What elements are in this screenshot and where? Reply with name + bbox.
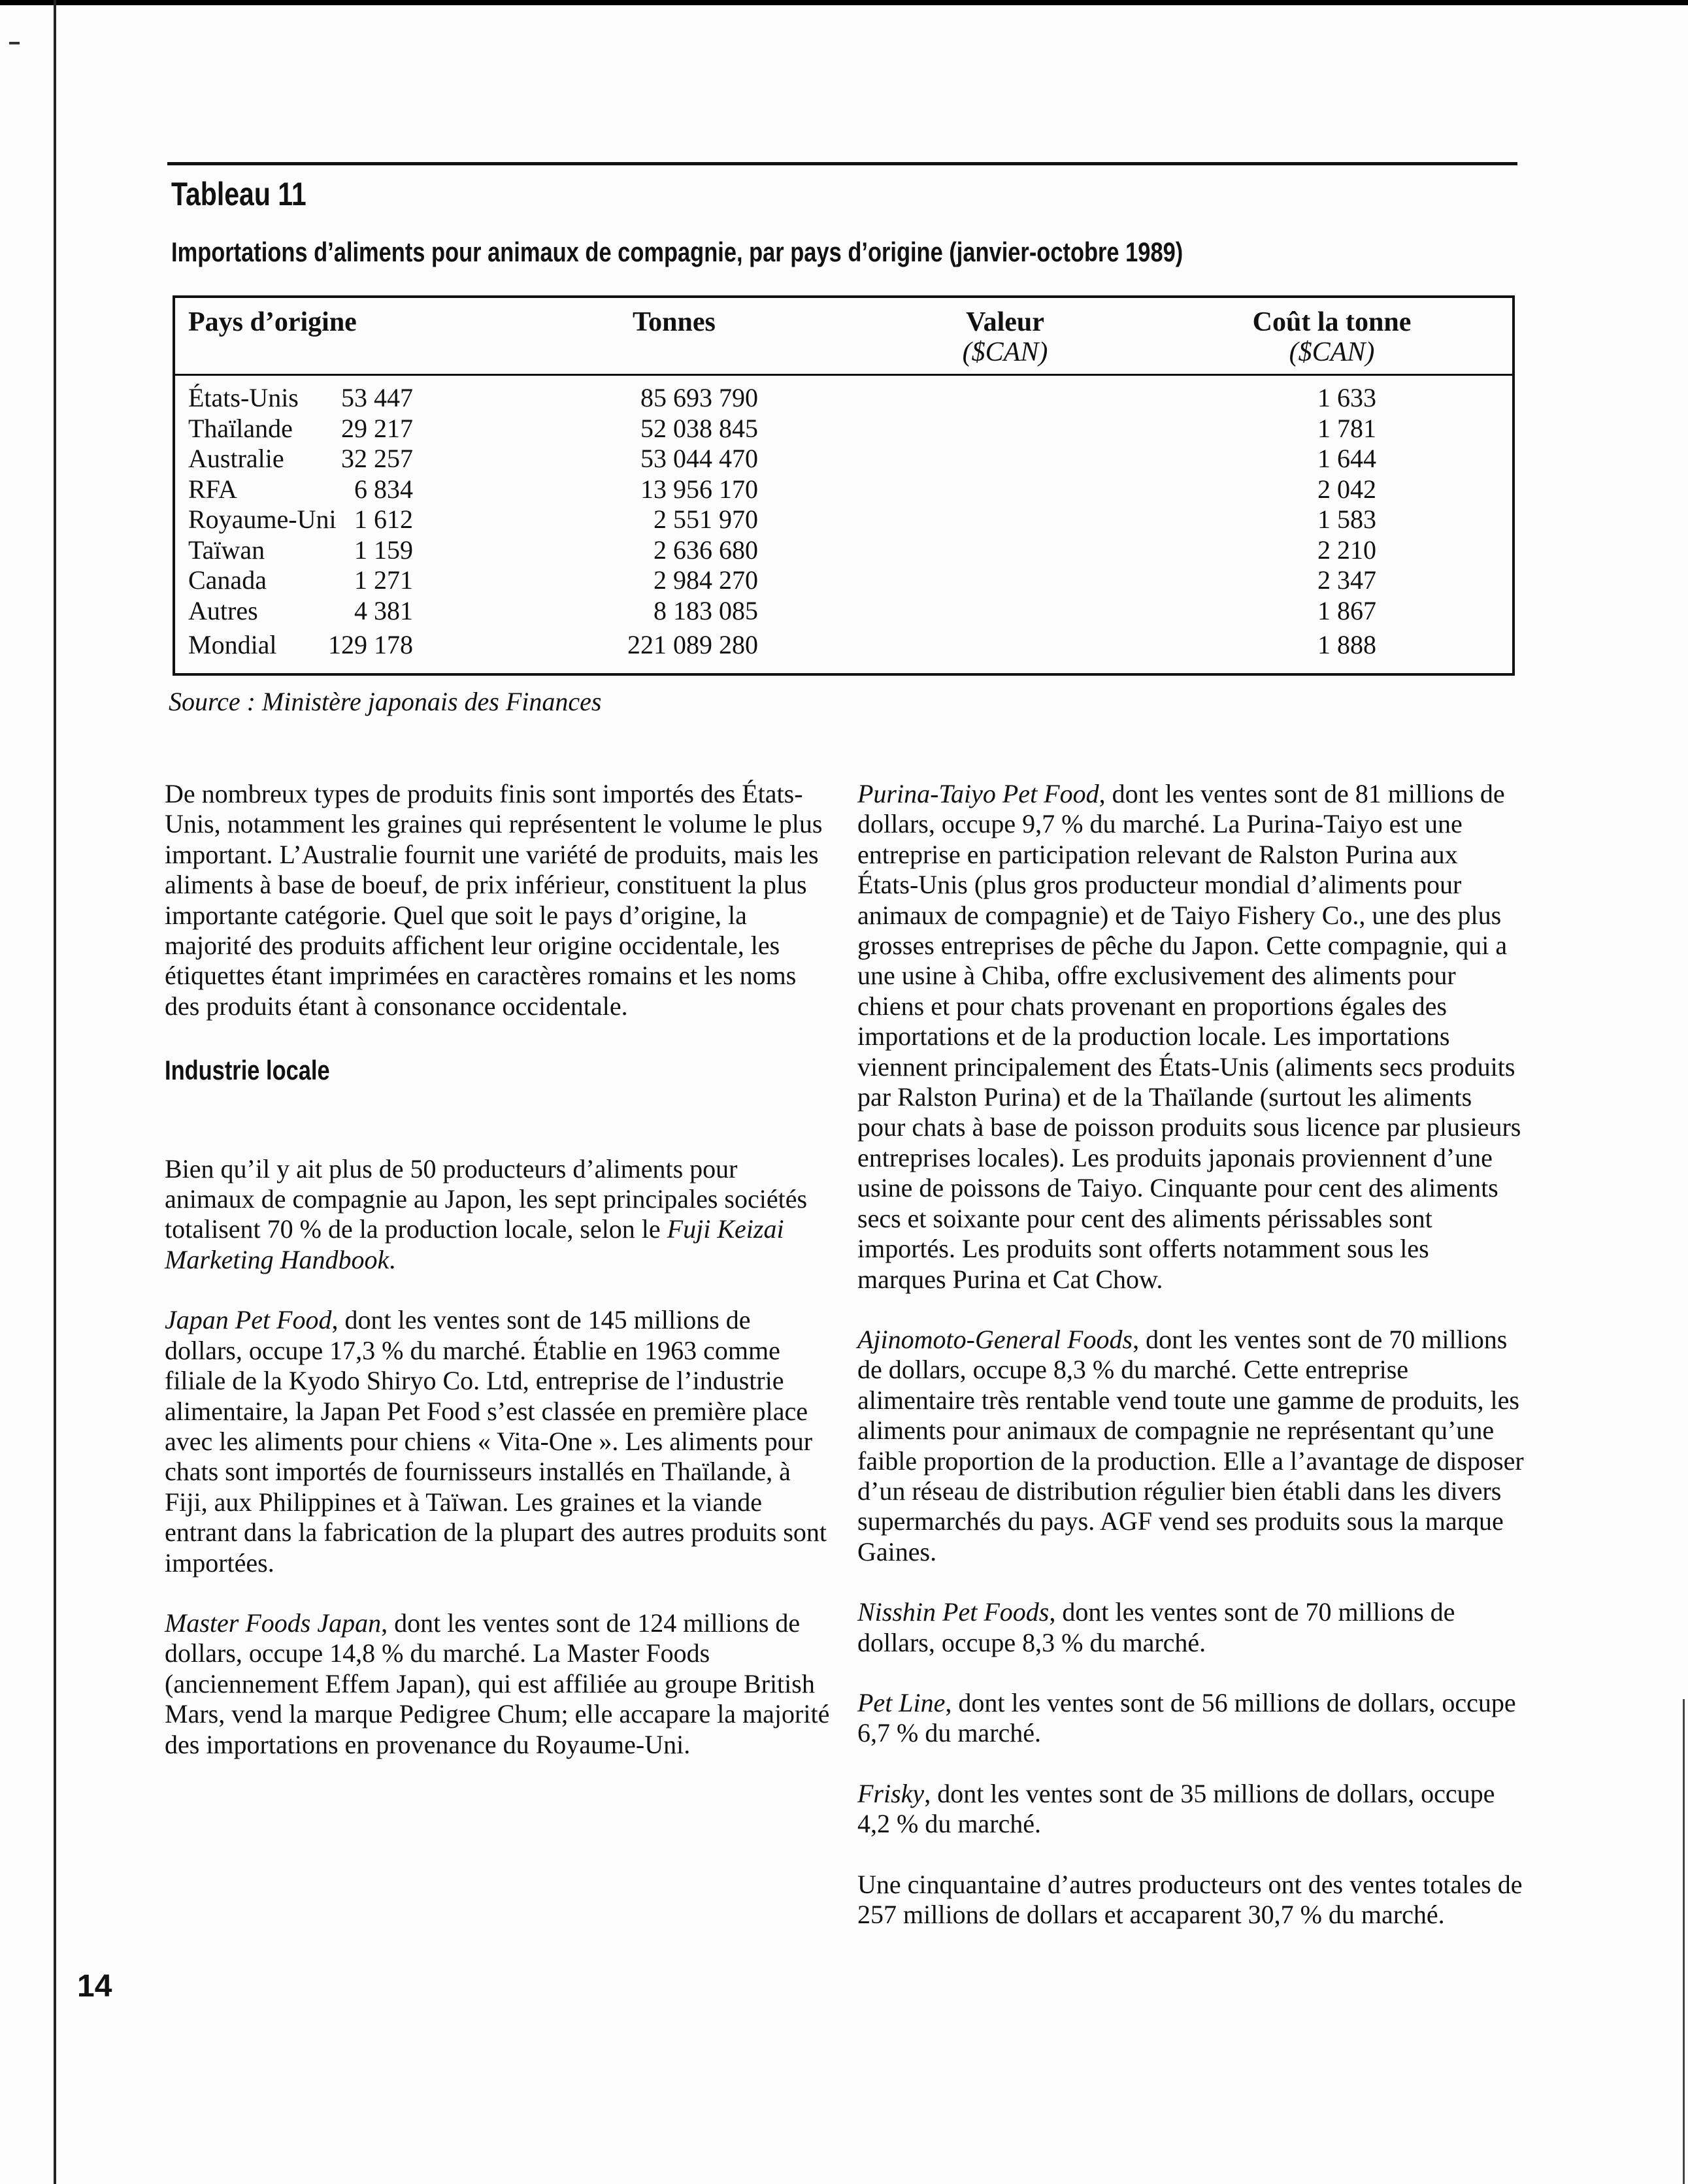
cell-tonnes: 53 447 [341, 383, 413, 412]
cell-tonnes: 4 381 [354, 595, 413, 625]
company-name: Nisshin Pet Foods [857, 1597, 1050, 1627]
paragraph-text: , dont les ventes sont de 70 millions de dollars, occupe 8,3 % du marché. [857, 1597, 1455, 1657]
cell-tonnes: 1 159 [354, 535, 413, 565]
paragraph-local-industry [165, 1154, 831, 1276]
page-number: 14 [77, 1969, 112, 2004]
cell-country: Royaume-Uni [188, 505, 337, 534]
cell-cout: 2 347 [1317, 565, 1376, 595]
table-title: Tableau 11 [171, 176, 306, 212]
header-divider [175, 374, 1512, 376]
cell-valeur: 2 984 270 [654, 565, 758, 595]
cell-cout: 1 644 [1317, 444, 1376, 473]
cell-country: Australie [188, 444, 284, 473]
paragraph-text: , dont les ventes sont de 145 millions de dollars, occupe 17,3 % du marché. Établie en 1963 comme filiale de la Kyodo Shiryo Co. Ltd, entreprise de l’industrie alimentaire, la Japan Pet Food s’est classée en première place avec les aliments pour chiens « Vita-One ». Les aliments pour chats sont importés de fournisseurs installés en Thaïlande, à Fiji, aux Philippines et à Taïwan. Les graines et la viande entrant dans la fabrication de la plupart des autres produits sont importées. [165, 1305, 827, 1578]
paragraph-others: Une cinquantaine d’autres producteurs ont des ventes totales de 257 millions de dollars et accaparent 30,7 % du marché. [857, 1869, 1523, 1929]
cell-valeur: 13 956 170 [640, 474, 758, 504]
cell-cout: 1 583 [1317, 505, 1376, 534]
cell-country: Canada [188, 565, 267, 595]
header-cout-label: Coût la tonne [1252, 307, 1412, 337]
paragraph-end: . [389, 1244, 396, 1274]
cell-country: Taïwan [188, 535, 265, 565]
cell-cout: 1 867 [1317, 595, 1376, 625]
paragraph-text: , dont les ventes sont de 70 millions de dollars, occupe 8,3 % du marché. Cette entreprise alimentaire très rentable vend toute une gamme de produits, les aliments pour animaux de compagnie ne représentant qu’une faible proportion de la production. Elle a l’avantage de disposer d’un réseau de distribution régulier bien établi dans les divers supermarchés du pays. AGF vend ses produits sous la marque Gaines. [857, 1324, 1524, 1566]
company-name: Purina-Taiyo Pet Food [857, 779, 1099, 808]
scan-edge-right [1683, 1699, 1685, 2184]
cell-valeur: 2 636 680 [654, 535, 758, 565]
paragraph-text: , dont les ventes sont de 35 millions de dollars, occupe 4,2 % du marché. [857, 1778, 1495, 1839]
cell-tonnes: 32 257 [341, 444, 413, 473]
cell-valeur: 85 693 790 [640, 383, 758, 412]
handbook-title: Fuji Keizai Marketing Handbook [165, 1214, 784, 1274]
paragraph-text: , dont les ventes sont de 124 millions de dollars, occupe 14,8 % du marché. La Master Foods (anciennement Effem Japan), qui est affiliée au groupe British Mars, vend la marque Pedigree Chum; elle accapare la majorité des importations en provenance du Royaume-Uni. [165, 1608, 830, 1759]
cell-country: Thaïlande [188, 413, 293, 443]
total-cell-country: Mondial [188, 630, 277, 659]
cell-cout: 1 781 [1317, 413, 1376, 443]
cell-valeur: 8 183 085 [654, 595, 758, 625]
header-cout-unit: ($CAN) [1289, 337, 1375, 367]
table-subtitle: Importations d’aliments pour animaux de compagnie, par pays d’origine (janvier-octobre 1989) [171, 237, 1183, 267]
table-source: Source : Ministère japonais des Finances [169, 687, 602, 716]
company-name: Japan Pet Food [165, 1305, 332, 1335]
cell-cout: 2 210 [1317, 535, 1376, 565]
paragraph-master-foods [165, 1608, 831, 1760]
section-heading: Industrie locale [165, 1055, 330, 1086]
header-country: Pays d’origine [188, 307, 357, 337]
cell-cout: 1 633 [1317, 383, 1376, 412]
paragraph-purina-taiyo [857, 779, 1524, 1295]
right-column [857, 779, 1524, 1960]
cell-tonnes: 1 612 [354, 505, 413, 534]
total-cell-tonnes: 129 178 [328, 630, 413, 659]
total-cell-valeur: 221 089 280 [627, 630, 758, 659]
cell-cout: 2 042 [1317, 474, 1376, 504]
scan-mark [9, 42, 20, 44]
header-cout [1221, 307, 1443, 367]
header-valeur-label: Valeur [966, 307, 1044, 337]
cell-valeur: 53 044 470 [640, 444, 758, 473]
imports-table [173, 295, 1515, 676]
top-rule [167, 162, 1517, 165]
paragraph-frisky [857, 1779, 1524, 1840]
cell-tonnes: 1 271 [354, 565, 413, 595]
header-valeur [940, 307, 1070, 367]
company-name: Frisky [857, 1778, 925, 1808]
paragraph-text: Bien qu’il y ait plus de 50 producteurs d’aliments pour animaux de compagnie au Japon, les sept principales sociétés totalisent 70 % de la production locale, selon le [165, 1153, 808, 1244]
cell-country: États-Unis [188, 383, 299, 412]
paragraph-ajinomoto [857, 1325, 1524, 1567]
total-cell-cout: 1 888 [1317, 630, 1376, 659]
company-name: Ajinomoto-General Foods [857, 1324, 1133, 1354]
paragraph-pet-line [857, 1688, 1524, 1749]
company-name: Pet Line [857, 1687, 946, 1717]
paragraph-imports: De nombreux types de produits finis sont importés des États-Unis, notamment les graines qui représentent le volume le plus important. L’Australie fournit une variété de produits, mais les aliments à base de boeuf, de prix inférieur, constituent la plus importante catégorie. Quel que soit le pays d’origine, la majorité des produits affichent leur origine occidentale, les étiquettes étant imprimées en caractères romains et les noms des produits étant à consonance occidentale. [165, 779, 823, 1021]
paragraph-text: , dont les ventes sont de 56 millions de dollars, occupe 6,7 % du marché. [857, 1687, 1516, 1748]
cell-country: RFA [188, 474, 237, 504]
cell-tonnes: 29 217 [341, 413, 413, 443]
paragraph-text: , dont les ventes sont de 81 millions de dollars, occupe 9,7 % du marché. La Purina-Taiyo est une entreprise en participation relevant de Ralston Purina aux États-Unis (plus gros producteur mondial d’aliments pour animaux de compagnie) et de Taiyo Fishery Co., une des plus grosses entreprises de pêche du Japon. Cette compagnie, qui a une usine à Chiba, offre exclusivement des aliments pour chiens et pour chats provenant en proportions égales des importations et de la production locale. Les importations viennent principalement des États-Unis (aliments secs produits par Ralston Purina) et de la Thaïlande (surtout les aliments pour chats à base de poisson produits sous licence par plusieurs entreprises locales). Les produits japonais proviennent d’une usine de poissons de Taiyo. Cinquante pour cent des aliments secs et soixante pour cent des aliments périssables sont importés. Les produits sont offerts notamment sous les marques Purina et Cat Chow. [857, 779, 1521, 1294]
company-name: Master Foods Japan [165, 1608, 382, 1638]
left-column [165, 779, 831, 1790]
cell-tonnes: 6 834 [354, 474, 413, 504]
header-valeur-unit: ($CAN) [962, 337, 1048, 367]
cell-valeur: 52 038 845 [640, 413, 758, 443]
paragraph-japan-pet-food [165, 1305, 831, 1578]
scan-edge-top [0, 0, 1688, 5]
paragraph-nisshin [857, 1597, 1524, 1658]
scan-edge-left [54, 0, 56, 2184]
header-tonnes: Tonnes [633, 307, 716, 337]
cell-country: Autres [188, 595, 258, 625]
cell-valeur: 2 551 970 [654, 505, 758, 534]
